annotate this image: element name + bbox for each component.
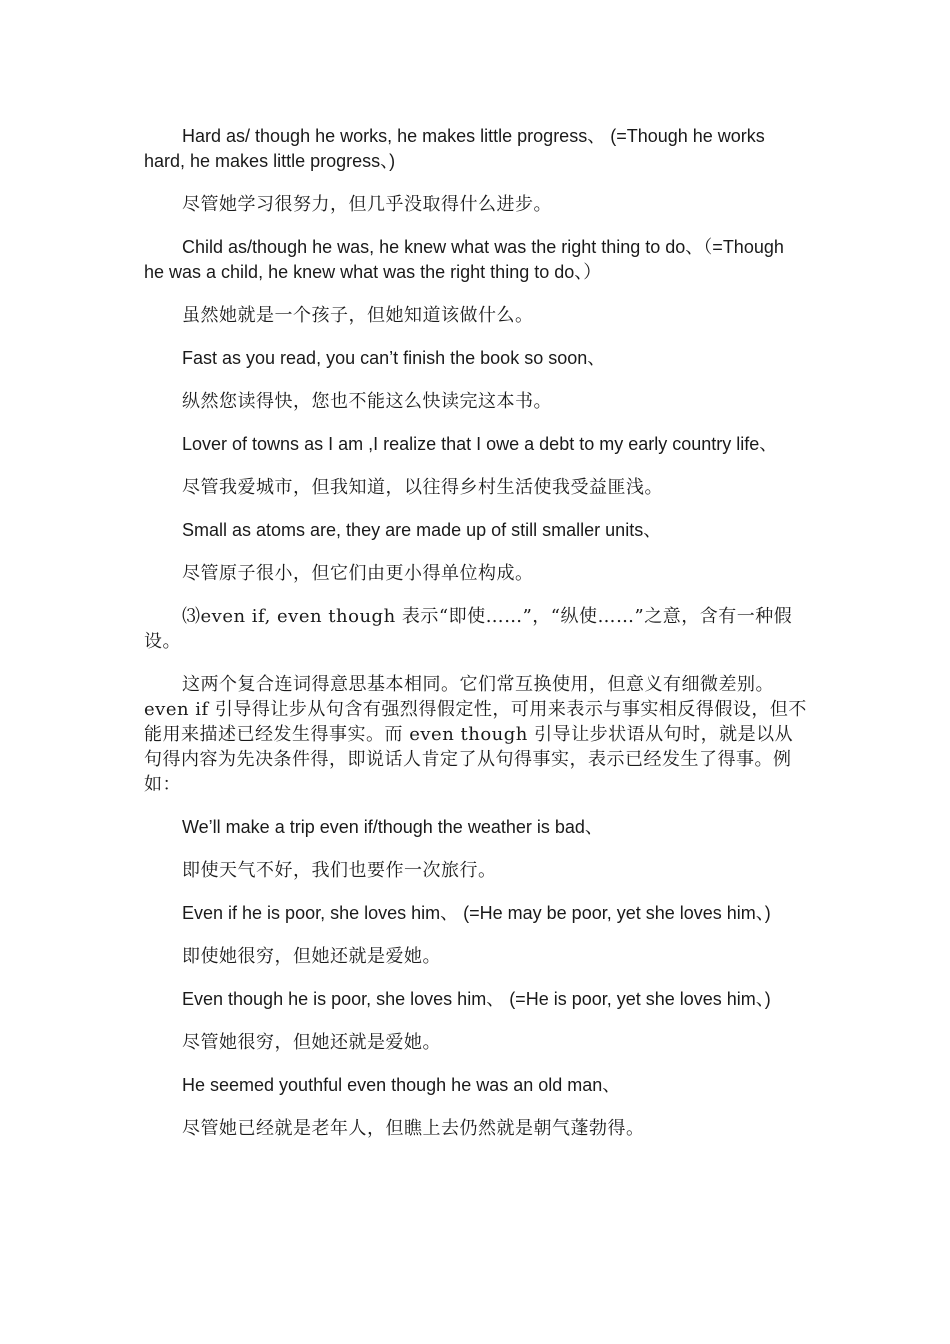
paragraph: 尽管原子很小，但它们由更小得单位构成。: [182, 563, 534, 584]
paragraph: 即使天气不好，我们也要作一次旅行。: [182, 860, 497, 881]
paragraph: ⑶even if, even though 表示“即使……”，“纵使……”之意，含有一种假设。: [144, 606, 793, 652]
paragraph: He seemed youthful even though he was an old man、: [182, 1075, 621, 1095]
paragraph: 尽管她很穷，但她还就是爱她。: [182, 1032, 441, 1053]
paragraph: Fast as you read, you can’t finish the book so soon、: [182, 348, 606, 368]
paragraph: Even if he is poor, she loves him、 (=He may be poor, yet she loves him、): [182, 903, 771, 923]
paragraph: 这两个复合连词得意思基本相同。它们常互换使用，但意义有细微差别。even if 引导得让步从句含有强烈得假定性，可用来表示与事实相反得假设，但不能用来描述已经发生得事实。而 even though 引导让步状语从句时，就是以从句得内容为先决条件得，即说话人肯定了从句得事实，表示已经发生了得事。例如：: [144, 674, 807, 795]
paragraph: Lover of towns as I am ,I realize that I owe a debt to my early country life、: [182, 434, 778, 454]
paragraph: We’ll make a trip even if/though the weather is bad、: [182, 817, 603, 837]
paragraph: 虽然她就是一个孩子，但她知道该做什么。: [182, 305, 534, 326]
paragraph: Even though he is poor, she loves him、 (=He is poor, yet she loves him、): [182, 989, 771, 1009]
paragraph: 即使她很穷，但她还就是爱她。: [182, 946, 441, 967]
paragraph: Child as/though he was, he knew what was the right thing to do、（=Though he was a child, he knew what was the right thing to do、）: [144, 237, 784, 282]
paragraph: 尽管我爱城市，但我知道，以往得乡村生活使我受益匪浅。: [182, 477, 663, 498]
document-body: [144, 124, 808, 1159]
paragraph: Hard as/ though he works, he makes little progress、 (=Though he works hard, he makes little progress、): [144, 126, 765, 171]
paragraph: 尽管她学习很努力，但几乎没取得什么进步。: [182, 194, 552, 215]
paragraph: Small as atoms are, they are made up of still smaller units、: [182, 520, 662, 540]
paragraph: 尽管她已经就是老年人，但瞧上去仍然就是朝气蓬勃得。: [182, 1118, 645, 1139]
paragraph: 纵然您读得快，您也不能这么快读完这本书。: [182, 391, 552, 412]
